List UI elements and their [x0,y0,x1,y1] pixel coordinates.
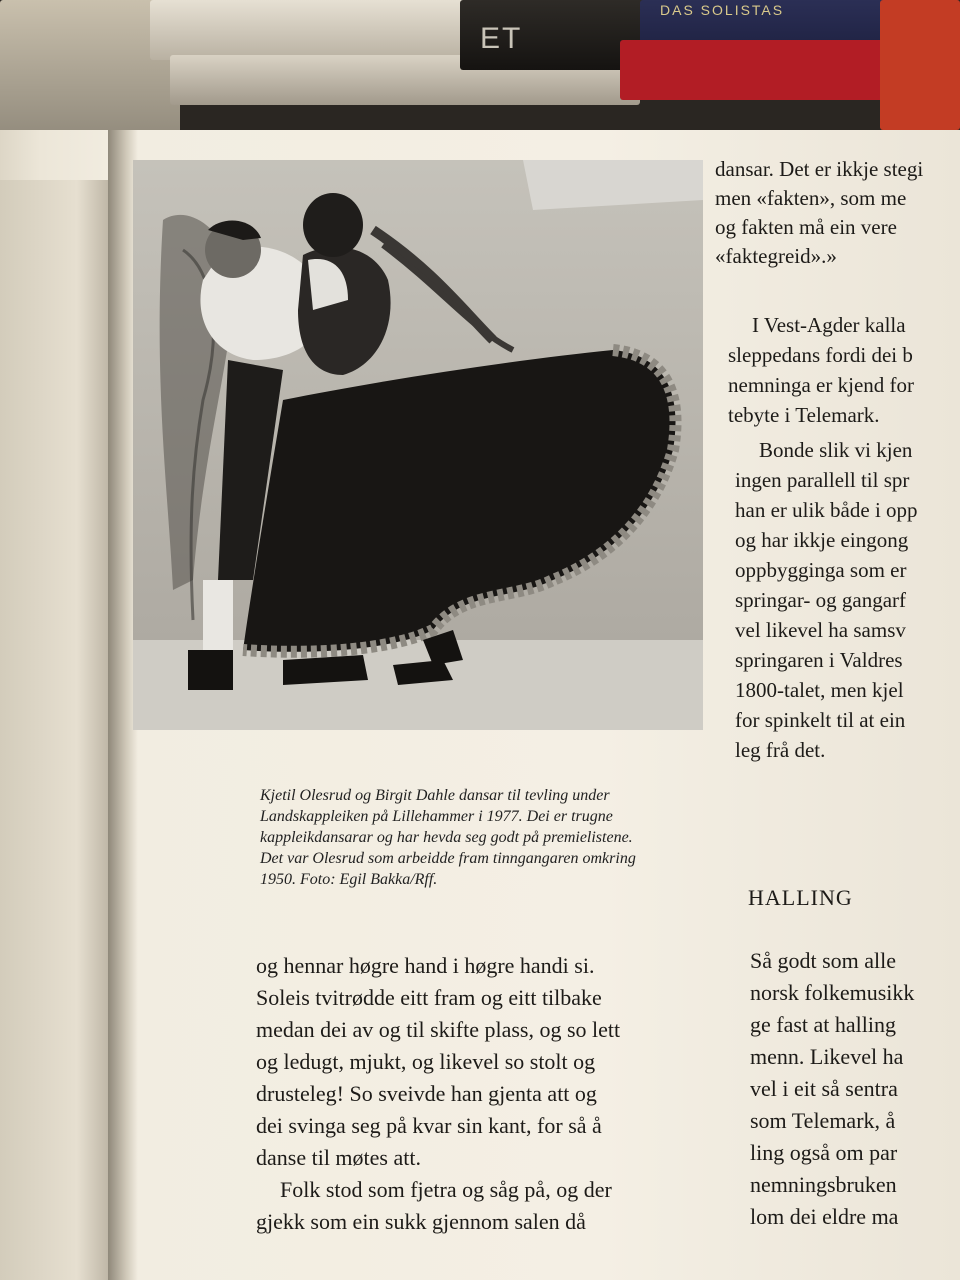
text-line: lom dei eldre ma [750,1204,899,1229]
caption-line: kappleikdansarar og har hevda seg godt på premielistene. [260,829,633,846]
left-text-column [256,950,726,1238]
right-column-halling [750,945,960,1233]
text-line: nemninga er kjend for [728,373,915,397]
text-line: Så godt som alle [750,948,897,973]
photo-illustration [133,160,703,730]
text-line: ling også om par [750,1140,898,1165]
text-line: tebyte i Telemark. [728,403,880,427]
text-line: gjekk som ein sukk gjennom salen då [256,1209,586,1234]
caption-line: Det var Olesrud som arbeidde fram tinngangaren omkring [260,850,636,867]
text-line: han er ulik både i opp [735,498,918,522]
text-line: I Vest-Agder kalla [752,313,906,337]
right-column-vest-agder [728,310,960,430]
right-column-bonde [735,435,960,765]
text-line: Folk stod som fjetra og såg på, og der [280,1177,612,1202]
text-line: vel i eit så sentra [750,1076,898,1101]
text-line: men «fakten», som me [715,186,907,210]
text-line: 1800-talet, men kjel [735,678,904,702]
text-line: Bonde slik vi kjen [759,438,913,462]
text-line: nemningsbruken [750,1172,897,1197]
photo-dancing-couple [133,160,703,730]
book-orange [880,0,960,130]
text-line: sleppedans fordi dei b [728,343,913,367]
text-line: og hennar høgre hand i høgre handi si. [256,953,595,978]
text-line: som Telemark, å [750,1108,896,1133]
text-line: norsk folkemusikk [750,980,915,1005]
text-line: for spinkelt til at ein [735,708,906,732]
spine-text: DAS SOLISTAS [660,2,785,18]
book-white-top [150,0,480,60]
text-line: springaren i Valdres [735,648,903,672]
left-page-edge [0,180,110,1280]
spine-text: ET [480,22,523,55]
text-line: ge fast at halling [750,1012,897,1037]
text-line: oppbygginga som er [735,558,907,582]
text-line: drusteleg! So sveivde han gjenta att og [256,1081,597,1106]
photo-caption [260,785,730,890]
text-line: Soleis tvitrødde eitt fram og eitt tilbake [256,985,602,1010]
text-line: og har ikkje eingong [735,528,909,552]
caption-line: 1950. Foto: Egil Bakka/Rff. [260,871,438,888]
text-line: vel likevel ha samsv [735,618,906,642]
text-line: ingen parallell til spr [735,468,910,492]
section-heading-halling: HALLING [748,885,853,910]
text-line: dansar. Det er ikkje stegi [715,157,924,181]
caption-line: Kjetil Olesrud og Birgit Dahle dansar til tevling under [260,787,610,804]
text-line: springar- og gangarf [735,588,907,612]
right-column-top [715,155,960,271]
text-line: menn. Likevel ha [750,1044,904,1069]
caption-line: Landskappleiken på Lillehammer i 1977. Dei er trugne [260,808,613,825]
text-line: medan dei av og til skifte plass, og so lett [256,1017,621,1042]
text-line: danse til møtes att. [256,1145,421,1170]
text-line: og ledugt, mjukt, og likevel so stolt og [256,1049,596,1074]
text-line: dei svinga seg på kvar sin kant, for så å [256,1113,602,1138]
text-line: leg frå det. [735,738,826,762]
text-line: «faktegreid».» [715,244,837,268]
text-line: og fakten må ein vere [715,215,897,239]
